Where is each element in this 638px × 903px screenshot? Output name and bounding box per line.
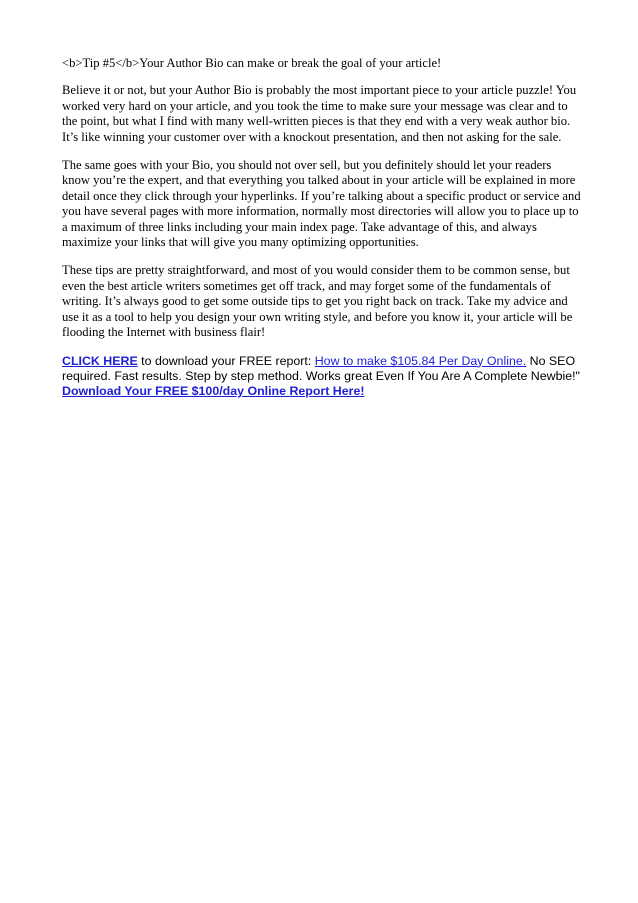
report-link[interactable]: How to make $105.84 Per Day Online. [314,353,527,368]
tip-heading: <b>Tip #5</b>Your Author Bio can make or break the goal of your article! [62,56,442,70]
paragraph-tips-summary: These tips are pretty straightforward, and most of you would consider them to be common sense, but even the best article writers sometimes get off track, and may forget some of the fundamentals of writing. It’s always good to get some outside tips to get you right back on track. Take my advice and use it as a tool to help you design your own writing style, and before you know it, your article will be flooding the Internet with business flair! [62,263,573,340]
document-page [62,56,582,400]
paragraph-bio-links: The same goes with your Bio, you should not over sell, but you definitely should let your readers know you’re the expert, and that everything you talked about in your article will be explained in more detail once they click through your hyperlinks. If you’re talking about a specific product or service and you have several pages with more information, normally most directories will allow you to place up to a maximum of three links including your main index page. Take advantage of this, and always maximize your links that will give you many optimizing opportunities. [62,158,581,250]
promo-text-2: No SEO required. Fast results. Step by step method. Works great Even If You Are A Complete Newbie!" [62,353,580,383]
promo-paragraph [62,354,582,400]
paragraph-author-bio: Believe it or not, but your Author Bio is probably the most important piece to your article puzzle! You worked very hard on your article, and you took the time to make sure your message was clear and to the point, but what I find with many well-written pieces is that they end with a very weak author bio. It’s like winning your customer over with a knockout presentation, and then not asking for the sale. [62,83,577,144]
promo-text-1: to download your FREE report: [137,353,315,368]
click-here-link[interactable]: CLICK HERE [62,353,138,368]
download-report-link[interactable]: Download Your FREE $100/day Online Report Here! [62,384,365,399]
